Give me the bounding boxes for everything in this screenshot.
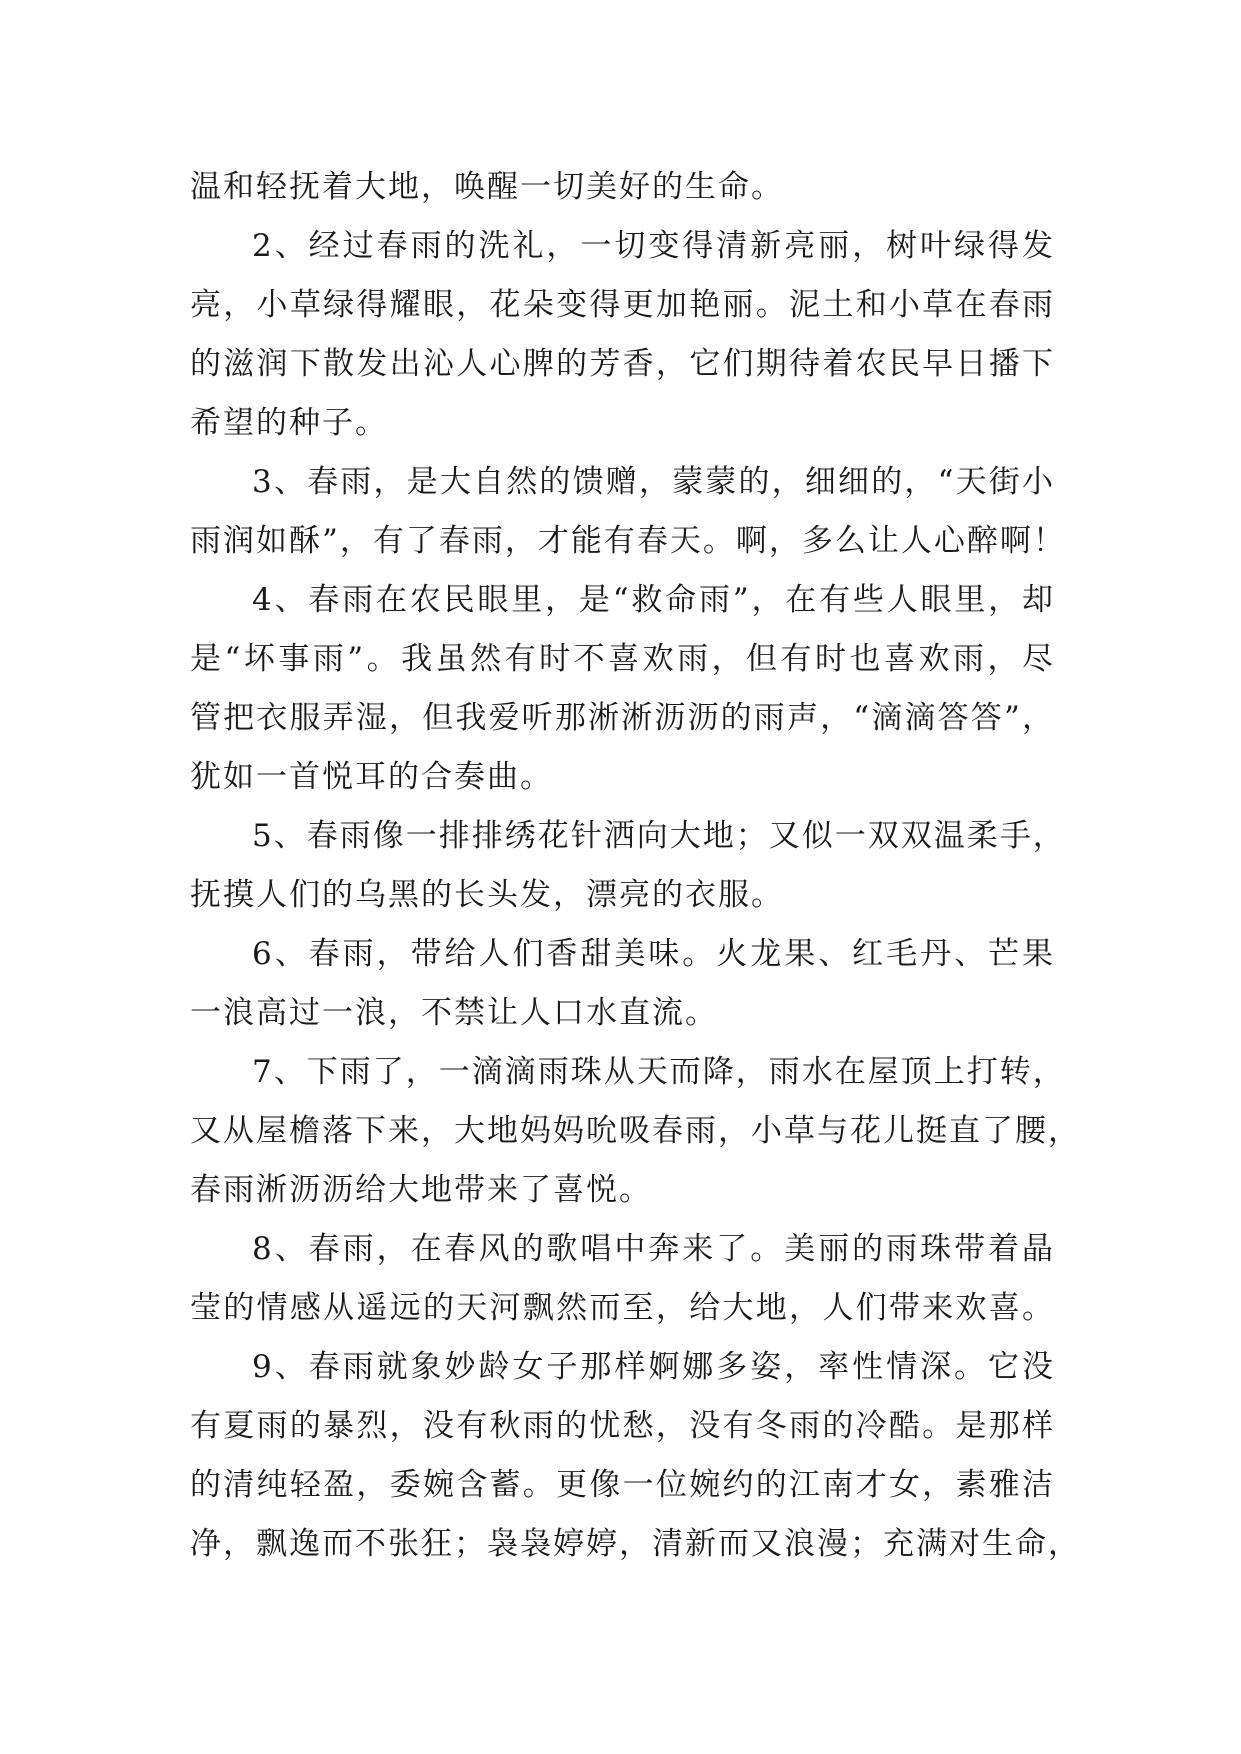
paragraph [190,1220,1055,1338]
document-body [190,158,1081,1574]
paragraph [190,158,1055,217]
text-line: 5、春雨像一排排绣花针洒向大地；又似一双双温柔手， [252,818,1066,854]
text-line: 是“坏事雨”。我虽然有时不喜欢雨，但有时也喜欢雨，尽 [190,641,1055,677]
text-line: 有夏雨的暴烈，没有秋雨的忧愁，没有冬雨的冷酷。是那样 [190,1408,1055,1444]
paragraph [190,453,1066,571]
text-line: 春雨淅沥沥给大地带来了喜悦。 [190,1172,652,1208]
text-line: 的清纯轻盈，委婉含蓄。更像一位婉约的江南才女，素雅洁 [190,1467,1055,1503]
text-line: 3、春雨，是大自然的馈赠，蒙蒙的，细细的，“天街小 [252,464,1055,500]
text-line: 9、春雨就象妙龄女子那样婀娜多姿，率性情深。它没 [252,1349,1055,1385]
text-line: 4、春雨在农民眼里，是“救命雨”，在有些人眼里，却 [252,582,1055,618]
text-line: 犹如一首悦耳的合奏曲。 [190,759,553,795]
text-line: 亮，小草绿得耀眼，花朵变得更加艳丽。泥土和小草在春雨 [190,287,1055,323]
text-line: 6、春雨，带给人们香甜美味。火龙果、红毛丹、芒果 [252,936,1055,972]
paragraph [190,1043,1081,1220]
text-line: 的滋润下散发出沁人心脾的芳香，它们期待着农民早日播下 [190,346,1055,382]
text-line: 管把衣服弄湿，但我爱听那淅淅沥沥的雨声，“滴滴答答”， [190,700,1055,736]
text-line: 又从屋檐落下来，大地妈妈吮吸春雨，小草与花儿挺直了腰， [190,1113,1081,1149]
text-line: 8、春雨，在春风的歌唱中奔来了。美丽的雨珠带着晶 [252,1231,1055,1267]
text-line: 7、下雨了，一滴滴雨珠从天而降，雨水在屋顶上打转， [252,1054,1066,1090]
text-line: 一浪高过一浪，不禁让人口水直流。 [190,995,718,1031]
text-line: 温和轻抚着大地，唤醒一切美好的生命。 [190,169,784,205]
paragraph [190,1338,1081,1574]
text-line: 希望的种子。 [190,405,388,441]
text-line: 莹的情感从遥远的天河飘然而至，给大地，人们带来欢喜。 [190,1290,1055,1326]
text-line: 雨润如酥”，有了春雨，才能有春天。啊，多么让人心醉啊！ [190,523,1066,559]
text-line: 2、经过春雨的洗礼，一切变得清新亮丽，树叶绿得发 [252,228,1055,264]
paragraph [190,807,1066,925]
paragraph [190,571,1055,807]
paragraph [190,217,1055,453]
text-line: 净，飘逸而不张狂；袅袅婷婷，清新而又浪漫；充满对生命， [190,1526,1081,1562]
text-line: 抚摸人们的乌黑的长头发，漂亮的衣服。 [190,877,784,913]
paragraph [190,925,1055,1043]
